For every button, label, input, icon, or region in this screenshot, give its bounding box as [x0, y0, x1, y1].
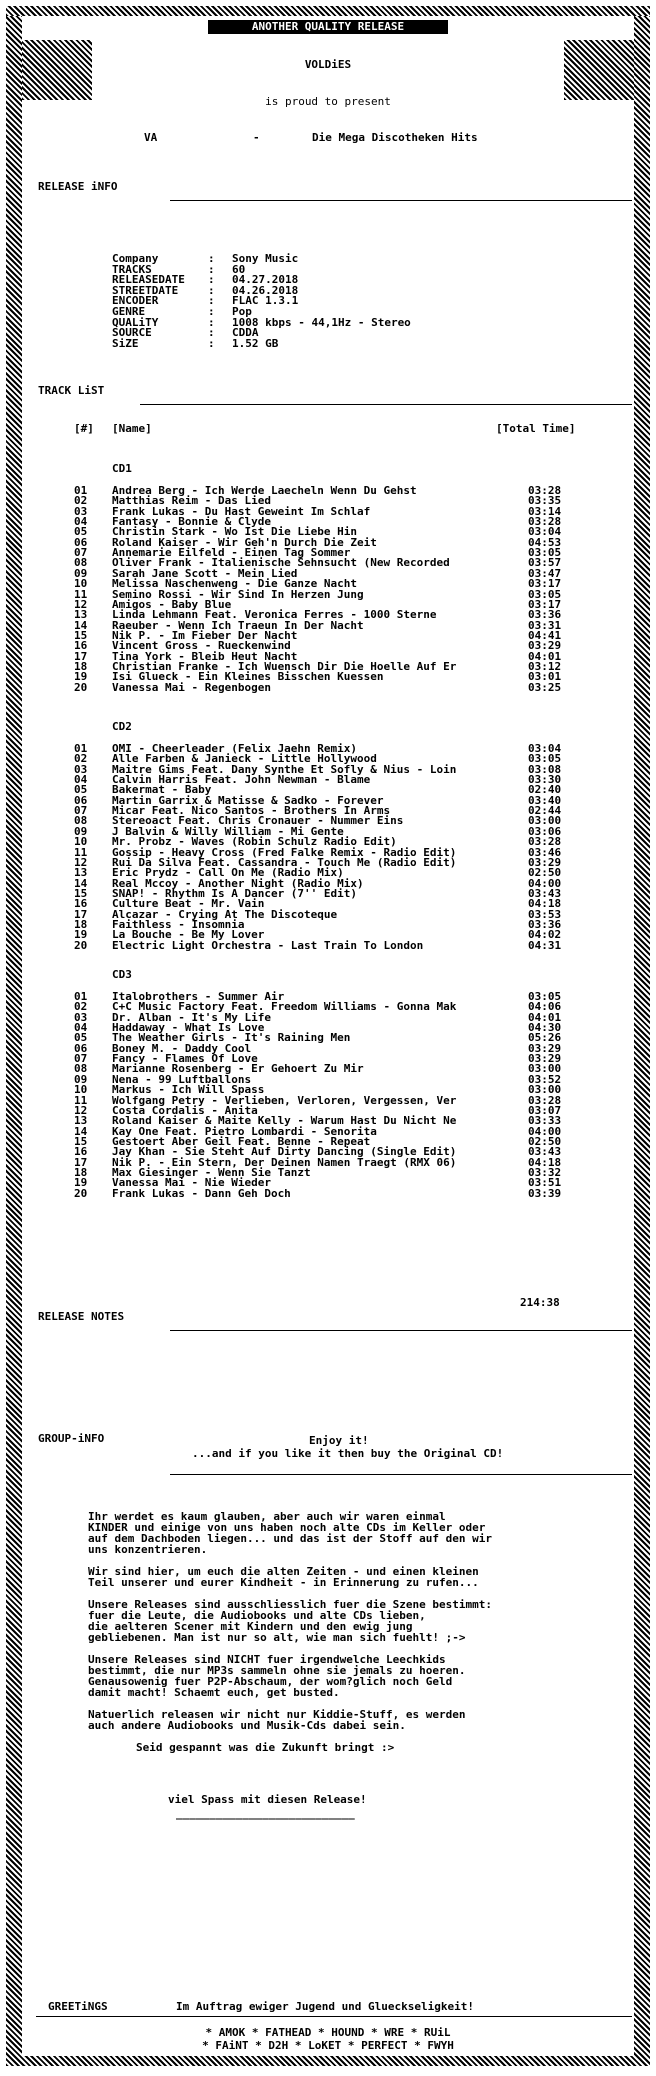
buy-line: ...and if you like it then buy the Original CD! [192, 1447, 504, 1460]
release-info-colon: : [208, 294, 215, 308]
track-title: La Bouche - Be My Lover [112, 928, 265, 942]
track-time: 03:36 [528, 608, 562, 622]
track-time: 03:14 [528, 504, 562, 518]
track-number: 06 [74, 535, 88, 549]
track-number: 09 [74, 566, 88, 580]
track-time: 03:47 [528, 566, 562, 580]
track-number: 16 [74, 897, 88, 911]
group-info-line: KINDER und einige von uns haben noch alte CDs im Keller oder [88, 1521, 486, 1534]
track-time: 03:57 [528, 556, 562, 570]
track-time: 03:28 [528, 515, 562, 529]
top-border-art [6, 6, 650, 16]
group-info-line: gebliebenen. Man ist nur so alt, wie man sich fuehlt! ;-> [88, 1631, 466, 1644]
group-name: VOLDiES [304, 58, 352, 71]
track-title: Martin Garrix & Matisse & Sadko - Forever [112, 793, 384, 807]
track-title: Annemarie Eilfeld - Einen Tag Sommer [112, 546, 351, 560]
track-number: 02 [74, 752, 88, 766]
track-number: 04 [74, 1021, 88, 1035]
track-number: 08 [74, 556, 88, 570]
track-number: 02 [74, 1000, 88, 1014]
group-info-line: damit macht! Schaemt euch, get busted. [88, 1686, 340, 1699]
total-time: 214:38 [520, 1296, 560, 1309]
track-number: 13 [74, 1114, 88, 1128]
track-title: Calvin Harris Feat. John Newman - Blame [112, 773, 371, 787]
track-number: 12 [74, 855, 88, 869]
greetings-motto: Im Auftrag ewiger Jugend und Glueckseligkeit! [176, 2000, 475, 2013]
track-time: 04:31 [528, 938, 562, 952]
track-number: 09 [74, 824, 88, 838]
track-number: 19 [74, 1176, 88, 1190]
track-time: 03:17 [528, 577, 562, 591]
release-info-value: 04.26.2018 [232, 283, 299, 297]
track-number: 15 [74, 886, 88, 900]
track-title: Amigos - Baby Blue [112, 597, 232, 611]
track-number: 04 [74, 515, 88, 529]
track-title: Fancy - Flames Of Love [112, 1052, 258, 1066]
track-time: 02:50 [528, 866, 562, 880]
track-number: 06 [74, 793, 88, 807]
release-info-colon: : [208, 283, 215, 297]
group-info-line: Natuerlich releasen wir nicht nur Kiddie-Stuff, es werden [88, 1708, 466, 1721]
track-time: 03:40 [528, 793, 562, 807]
track-time: 03:01 [528, 670, 562, 684]
group-info-line: auch andere Audiobooks und Musik-Cds dabei sein. [88, 1719, 406, 1732]
track-time: 02:40 [528, 783, 562, 797]
track-title: Haddaway - What Is Love [112, 1021, 265, 1035]
track-time: 03:04 [528, 742, 562, 755]
track-time: 03:05 [528, 752, 562, 766]
section-release-notes: RELEASE NOTES [38, 1310, 125, 1323]
track-time: 04:53 [528, 535, 562, 549]
track-number: 11 [74, 845, 88, 859]
track-title: Italobrothers - Summer Air [112, 990, 285, 1003]
track-title: Linda Lehmann Feat. Veronica Ferres - 1000 Sterne [112, 608, 437, 622]
track-number: 07 [74, 804, 88, 818]
track-number: 13 [74, 608, 88, 622]
track-title: Oliver Frank - Italienische Sehnsucht (New Recorded [112, 556, 450, 570]
group-info-rule [170, 1474, 632, 1475]
group-info-line: Unsere Releases sind NICHT fuer irgendwelche Leechkids [88, 1653, 446, 1666]
track-time: 04:18 [528, 897, 562, 911]
release-info-value: 60 [232, 262, 246, 276]
fun-line: viel Spass mit diesen Release! [168, 1793, 367, 1806]
track-number: 20 [74, 938, 88, 952]
release-info-key: RELEASEDATE [112, 273, 185, 287]
track-title: Vanessa Mai - Regenbogen [112, 680, 271, 694]
track-number: 14 [74, 1124, 88, 1138]
track-number: 04 [74, 773, 88, 787]
track-number: 08 [74, 1062, 88, 1076]
track-title: Matthias Reim - Das Lied [112, 494, 271, 508]
release-info-colon: : [208, 262, 215, 276]
track-number: 01 [74, 990, 88, 1003]
track-time: 04:02 [528, 928, 562, 942]
header-banner: ANOTHER QUALITY RELEASE [251, 20, 405, 33]
track-title: Semino Rossi - Wir Sind In Herzen Jung [112, 587, 364, 601]
track-time: 03:46 [528, 845, 562, 859]
track-title: Boney M. - Daddy Cool [112, 1041, 252, 1055]
track-title: Eric Prydz - Call On Me (Radio Mix) [112, 866, 344, 880]
track-title: Jay Khan - Sie Steht Auf Dirty Dancing (Single Edit) [112, 1145, 457, 1159]
release-info-colon: : [208, 305, 215, 318]
release-info-value: 1.52 GB [232, 336, 279, 350]
track-time: 04:06 [528, 1000, 562, 1014]
track-title: Stereoact Feat. Chris Cronauer - Nummer Eins [112, 814, 404, 828]
track-title: Wolfgang Petry - Verlieben, Verloren, Vergessen, Ver [112, 1093, 457, 1107]
track-number: 18 [74, 1165, 88, 1179]
right-border-art [634, 6, 650, 2066]
track-time: 04:00 [528, 1124, 562, 1138]
release-info-key: SiZE [112, 336, 139, 350]
track-time: 03:25 [528, 680, 562, 694]
group-info-line: Teil unserer und eurer Kindheit - in Erinnerung zu rufen... [88, 1576, 479, 1589]
track-title: Melissa Naschenweng - Die Ganze Nacht [112, 577, 358, 591]
track-title: Fantasy - Bonnie & Clyde [112, 515, 271, 529]
group-info-line: Wir sind hier, um euch die alten Zeiten - und einen kleinen [88, 1565, 479, 1578]
track-title: Isi Glueck - Ein Kleines Bisschen Kuessen [112, 670, 384, 684]
group-info-line: auf dem Dachboden liegen... und das ist der Stoff auf den wir [88, 1532, 492, 1545]
track-number: 03 [74, 762, 88, 776]
track-title: Culture Beat - Mr. Vain [112, 897, 265, 911]
track-time: 03:28 [528, 484, 562, 497]
track-title: Maitre Gims Feat. Dany Synthe Et Sofly & Nius - Loin [112, 762, 457, 776]
release-info-key: SOURCE [112, 326, 152, 340]
track-col-name: [Name] [112, 422, 152, 435]
track-title: Electric Light Orchestra - Last Train To London [112, 938, 424, 952]
release-info-colon: : [208, 252, 215, 265]
release-info-key: Company [112, 252, 159, 265]
track-title: Roland Kaiser & Maite Kelly - Warum Hast Du Nicht Ne [112, 1114, 457, 1128]
track-time: 03:33 [528, 1114, 562, 1128]
group-info-line: bestimmt, die nur MP3s sammeln ohne sie jemals zu hoeren. [88, 1664, 466, 1677]
track-time: 03:36 [528, 917, 562, 931]
track-time: 03:00 [528, 1083, 562, 1097]
track-number: 19 [74, 928, 88, 942]
release-info-value: 1008 kbps - 44,1Hz - Stereo [232, 315, 411, 329]
track-number: 07 [74, 1052, 88, 1066]
group-info-line: Ihr werdet es kaum glauben, aber auch wir waren einmal [88, 1510, 446, 1523]
release-info-key: GENRE [112, 305, 146, 318]
track-number: 17 [74, 907, 88, 921]
track-time: 03:35 [528, 494, 562, 508]
track-title: Marianne Rosenberg - Er Gehoert Zu Mir [112, 1062, 364, 1076]
bottom-border-art [6, 2056, 650, 2066]
section-track-list: TRACK LiST [38, 384, 105, 397]
greetings-rule [36, 2016, 632, 2017]
section-greetings: GREETiNGS [48, 2000, 108, 2013]
track-time: 03:29 [528, 1052, 562, 1066]
track-title: Dr. Alban - It's My Life [112, 1010, 271, 1024]
track-col-time: [Total Time] [496, 422, 576, 435]
track-title: Faithless - Insomnia [112, 917, 245, 931]
track-title: Nik P. - Im Fieber Der Nacht [112, 628, 298, 642]
release-info-colon: : [208, 315, 215, 329]
track-title: SNAP! - Rhythm Is A Dancer (7'' Edit) [112, 886, 358, 900]
release-info-colon: : [208, 336, 215, 350]
group-info-line: Unsere Releases sind ausschliesslich fuer die Szene bestimmt: [88, 1598, 492, 1611]
track-title: Mr. Probz - Waves (Robin Schulz Radio Edit) [112, 835, 397, 849]
disc-label: CD3 [112, 968, 132, 981]
enjoy-line: Enjoy it! [309, 1434, 369, 1447]
track-number: 01 [74, 742, 88, 755]
track-title: Tina York - Bleib Heut Nacht [112, 649, 298, 663]
track-title: Christin Stark - Wo Ist Die Liebe Hin [112, 525, 358, 539]
track-time: 03:07 [528, 1103, 562, 1117]
left-border-art [6, 6, 22, 2066]
track-title: Kay One Feat. Pietro Lombardi - Senorita [112, 1124, 377, 1138]
track-time: 03:29 [528, 855, 562, 869]
track-time: 03:05 [528, 546, 562, 560]
track-time: 03:00 [528, 1062, 562, 1076]
track-title: Roland Kaiser - Wir Geh'n Durch Die Zeit [112, 535, 377, 549]
track-time: 03:52 [528, 1072, 562, 1086]
section-group-info: GROUP-iNFO [38, 1432, 105, 1445]
track-number: 02 [74, 494, 88, 508]
track-time: 02:50 [528, 1134, 562, 1148]
track-number: 15 [74, 628, 88, 642]
track-number: 03 [74, 1010, 88, 1024]
track-title: Christian Franke - Ich Wuensch Dir Die Hoelle Auf Er [112, 659, 457, 673]
release-info-colon: : [208, 326, 215, 340]
track-number: 14 [74, 876, 88, 890]
release-info-key: TRACKS [112, 262, 152, 276]
group-info-line: uns konzentrieren. [88, 1543, 208, 1556]
track-title: Bakermat - Baby [112, 783, 212, 797]
track-list-rule [140, 404, 632, 405]
track-title: Vincent Gross - Rueckenwind [112, 639, 291, 653]
track-time: 03:43 [528, 886, 562, 900]
track-time: 05:26 [528, 1031, 562, 1045]
track-number: 15 [74, 1134, 88, 1148]
track-number: 16 [74, 1145, 88, 1159]
release-info-value: CDDA [232, 326, 259, 340]
track-time: 03:53 [528, 907, 562, 921]
track-number: 01 [74, 484, 88, 497]
track-number: 09 [74, 1072, 88, 1086]
track-time: 03:43 [528, 1145, 562, 1159]
track-time: 03:06 [528, 824, 562, 838]
track-number: 13 [74, 866, 88, 880]
track-time: 04:01 [528, 649, 562, 663]
track-number: 11 [74, 1093, 88, 1107]
track-time: 03:12 [528, 659, 562, 673]
track-number: 12 [74, 597, 88, 611]
track-time: 04:18 [528, 1155, 562, 1169]
track-time: 03:04 [528, 525, 562, 539]
track-title: Alle Farben & Janieck - Little Hollywood [112, 752, 377, 766]
track-time: 03:08 [528, 762, 562, 776]
track-title: J Balvin & Willy William - Mi Gente [112, 824, 344, 838]
track-number: 16 [74, 639, 88, 653]
track-number: 10 [74, 835, 88, 849]
track-time: 03:39 [528, 1186, 562, 1200]
release-dash: - [253, 131, 260, 144]
presents-line: is proud to present [265, 95, 391, 108]
track-time: 04:30 [528, 1021, 562, 1035]
track-number: 12 [74, 1103, 88, 1117]
track-title: Alcazar - Crying At The Discoteque [112, 907, 338, 921]
track-number: 05 [74, 783, 88, 797]
track-time: 03:05 [528, 990, 562, 1003]
track-time: 03:51 [528, 1176, 562, 1190]
track-title: OMI - Cheerleader (Felix Jaehn Remix) [112, 742, 358, 755]
track-number: 10 [74, 1083, 88, 1097]
track-title: Nena - 99 Luftballons [112, 1072, 252, 1086]
track-number: 11 [74, 587, 88, 601]
track-time: 03:29 [528, 1041, 562, 1055]
disc-label: CD1 [112, 462, 132, 475]
track-title: Real Mccoy - Another Night (Radio Mix) [112, 876, 364, 890]
track-time: 03:28 [528, 835, 562, 849]
track-title: Markus - Ich Will Spass [112, 1083, 265, 1097]
track-col-num: [#] [74, 422, 94, 435]
track-time: 04:41 [528, 628, 562, 642]
track-number: 19 [74, 670, 88, 684]
track-number: 20 [74, 1186, 88, 1200]
track-time: 03:31 [528, 618, 562, 632]
track-title: Costa Cordalis - Anita [112, 1103, 258, 1117]
release-info-colon: : [208, 273, 215, 287]
track-time: 03:30 [528, 773, 562, 787]
track-title: Micar Feat. Nico Santos - Brothers In Arms [112, 804, 391, 818]
track-number: 17 [74, 649, 88, 663]
disc-label: CD2 [112, 720, 132, 733]
track-number: 18 [74, 659, 88, 673]
track-number: 17 [74, 1155, 88, 1169]
track-title: Gestoert Aber Geil Feat. Benne - Repeat [112, 1134, 371, 1148]
release-artist: VA [144, 131, 158, 144]
release-info-key: STREETDATE [112, 283, 179, 297]
release-info-key: QUALiTY [112, 315, 159, 329]
track-title: Andrea Berg - Ich Werde Laecheln Wenn Du Gehst [112, 484, 417, 497]
track-time: 03:28 [528, 1093, 562, 1107]
release-info-key: ENCODER [112, 294, 159, 308]
track-number: 05 [74, 525, 88, 539]
track-time: 02:44 [528, 804, 562, 818]
track-time: 03:00 [528, 814, 562, 828]
track-time: 03:05 [528, 587, 562, 601]
track-number: 14 [74, 618, 88, 632]
greetings-line-2: * FAiNT * D2H * LoKET * PERFECT * FWYH [202, 2039, 454, 2052]
group-info-line: Genausowenig fuer P2P-Abschaum, der wom?glich noch Geld [88, 1675, 453, 1688]
track-title: Frank Lukas - Dann Geh Doch [112, 1186, 291, 1200]
track-time: 04:01 [528, 1010, 562, 1024]
track-number: 18 [74, 917, 88, 931]
track-number: 05 [74, 1031, 88, 1045]
track-title: Max Giesinger - Wenn Sie Tanzt [112, 1165, 311, 1179]
track-title: Sarah Jane Scott - Mein Lied [112, 566, 298, 580]
fun-divider: ___________________________ [176, 1807, 355, 1820]
release-info-value: Sony Music [232, 252, 299, 265]
release-info-value: Pop [232, 305, 252, 318]
track-time: 04:00 [528, 876, 562, 890]
track-title: The Weather Girls - It's Raining Men [112, 1031, 351, 1045]
future-line: Seid gespannt was die Zukunft bringt :> [136, 1741, 395, 1754]
track-number: 07 [74, 546, 88, 560]
track-number: 03 [74, 504, 88, 518]
track-title: Raeuber - Wenn Ich Traeun In Der Nacht [112, 618, 364, 632]
track-time: 03:17 [528, 597, 562, 611]
greetings-line-1: * AMOK * FATHEAD * HOUND * WRE * RUiL [205, 2026, 451, 2039]
track-number: 20 [74, 680, 88, 694]
track-number: 08 [74, 814, 88, 828]
track-title: Vanessa Mai - Nie Wieder [112, 1176, 271, 1190]
section-release-info: RELEASE iNFO [38, 180, 118, 193]
release-album: Die Mega Discotheken Hits [312, 131, 478, 144]
release-info-rule [170, 200, 632, 201]
track-title: Frank Lukas - Du Hast Geweint Im Schlaf [112, 504, 371, 518]
track-time: 03:29 [528, 639, 562, 653]
track-number: 10 [74, 577, 88, 591]
track-title: Gossip - Heavy Cross (Fred Falke Remix - Radio Edit) [112, 845, 457, 859]
release-info-value: FLAC 1.3.1 [232, 294, 299, 308]
group-info-line: fuer die Leute, die Audiobooks und alte CDs lieben, [88, 1609, 426, 1622]
release-notes-rule [170, 1330, 632, 1331]
release-info-value: 04.27.2018 [232, 273, 299, 287]
track-time: 03:32 [528, 1165, 562, 1179]
track-number: 06 [74, 1041, 88, 1055]
track-title: Rui Da Silva Feat. Cassandra - Touch Me (Radio Edit) [112, 855, 457, 869]
track-title: C+C Music Factory Feat. Freedom Williams - Gonna Mak [112, 1000, 457, 1014]
group-info-line: die aelteren Scener mit Kindern und den ewig jung [88, 1620, 413, 1633]
track-title: Nik P. - Ein Stern, Der Deinen Namen Traegt (RMX 06) [112, 1155, 457, 1169]
